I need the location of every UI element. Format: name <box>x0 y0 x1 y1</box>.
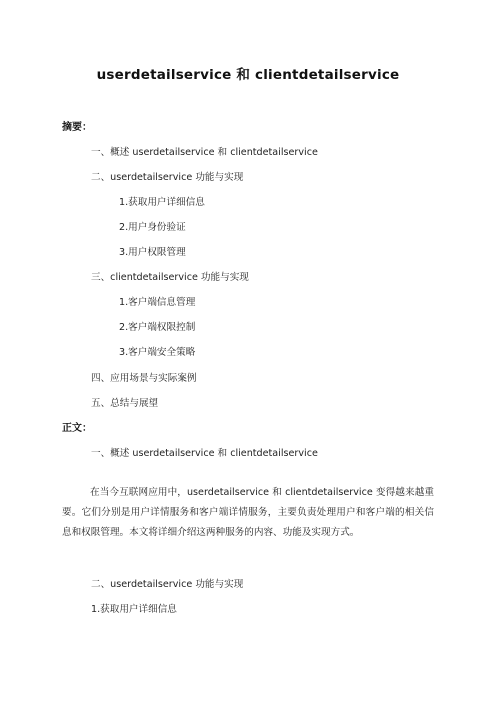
outline-item-7: 1.客户端信息管理 <box>119 297 196 308</box>
outline-item-6: 三、clientdetailservice 功能与实现 <box>91 272 249 283</box>
body-section-2-heading: 二、userdetailservice 功能与实现 <box>91 579 244 590</box>
body-section-1-heading: 一、概述 userdetailservice 和 clientdetailservice <box>91 448 318 459</box>
outline-item-11: 五、总结与展望 <box>91 398 159 409</box>
outline-item-8: 2.客户端权限控制 <box>119 322 196 333</box>
body-section-2-item-1: 1.获取用户详细信息 <box>91 604 177 615</box>
body-paragraph <box>62 483 434 543</box>
body-paragraph-text: 在当今互联网应用中，userdetailservice 和 clientdetailservice 变得越来越重要。它们分别是用户详情服务和客户端详情服务，主要负责处理用户和客户端的相关信息和权限管理。本文将详细介绍这两种服务的内容、功能及实现方式。 <box>62 487 434 538</box>
document-title: userdetailservice 和 clientdetailservice <box>96 67 400 83</box>
outline-item-10: 四、应用场景与实际案例 <box>91 373 197 384</box>
outline-item-3: 1.获取用户详细信息 <box>119 197 205 208</box>
abstract-label: 摘要： <box>62 122 92 133</box>
outline-item-5: 3.用户权限管理 <box>119 247 186 258</box>
body-label: 正文： <box>62 423 92 434</box>
outline-item-1: 一、概述 userdetailservice 和 clientdetailservice <box>91 147 318 158</box>
outline-item-4: 2.用户身份验证 <box>119 222 186 233</box>
outline-item-2: 二、userdetailservice 功能与实现 <box>91 172 244 183</box>
outline-item-9: 3.客户端安全策略 <box>119 347 196 358</box>
